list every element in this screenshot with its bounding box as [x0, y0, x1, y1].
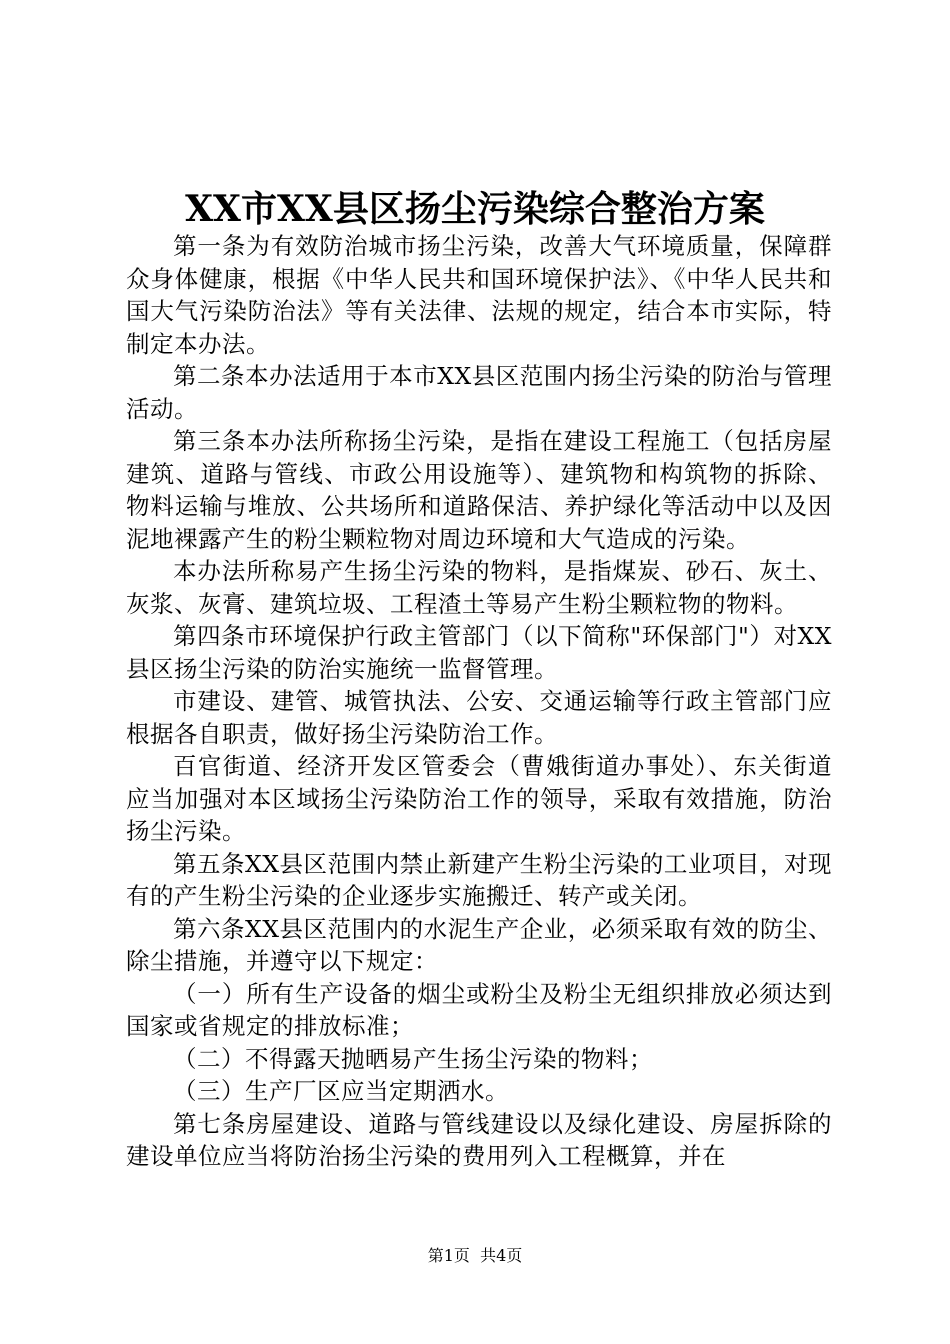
paragraph-article-4: 第四条市环境保护行政主管部门（以下简称"环保部门"）对XX县区扬尘污染的防治实施统一监督管理。 — [126, 622, 832, 683]
page-footer — [0, 1244, 950, 1268]
paragraph-article-5: 第五条XX县区范围内禁止新建产生粉尘污染的工业项目，对现有的产生粉尘污染的企业逐步实施搬迁、转产或关闭。 — [126, 849, 832, 910]
paragraph-article-6-item-1: （一）所有生产设备的烟尘或粉尘及粉尘无组织排放必须达到国家或省规定的排放标准； — [126, 979, 832, 1040]
document-title: XX市XX县区扬尘污染综合整治方案 — [185, 188, 765, 230]
paragraph-article-1: 第一条为有效防治城市扬尘污染，改善大气环境质量，保障群众身体健康，根据《中华人民共和国环境保护法》、《中华人民共和国大气污染防治法》等有关法律、法规的规定，结合本市实际，特制定本办法。 — [126, 232, 832, 358]
paragraph-article-6-item-3: （三）生产厂区应当定期洒水。 — [173, 1077, 509, 1105]
paragraph-article-4-streets: 百官街道、经济开发区管委会（曹娥街道办事处）、东关街道应当加强对本区域扬尘污染防治工作的领导，采取有效措施，防治扬尘污染。 — [126, 752, 832, 845]
paragraph-article-7: 第七条房屋建设、道路与管线建设以及绿化建设、房屋拆除的建设单位应当将防治扬尘污染的费用列入工程概算，并在 — [126, 1109, 832, 1170]
paragraph-article-4-departments: 市建设、建管、城管执法、公安、交通运输等行政主管部门应根据各自职责，做好扬尘污染防治工作。 — [126, 687, 832, 748]
page-number: 第1页 — [427, 1246, 470, 1265]
page-total: 共4页 — [480, 1246, 523, 1265]
paragraph-article-6-item-2: （二）不得露天抛晒易产生扬尘污染的物料； — [173, 1044, 653, 1073]
paragraph-article-2: 第二条本办法适用于本市XX县区范围内扬尘污染的防治与管理活动。 — [126, 362, 832, 423]
document-body — [126, 230, 832, 1173]
paragraph-article-3: 第三条本办法所称扬尘污染，是指在建设工程施工（包括房屋建筑、道路与管线、市政公用设施等）、建筑物和构筑物的拆除、物料运输与堆放、公共场所和道路保洁、养护绿化等活动中以及因泥地裸露产生的粉尘颗粒物对周边环境和大气造成的污染。 — [126, 427, 832, 553]
paragraph-article-3-materials: 本办法所称易产生扬尘污染的物料，是指煤炭、砂石、灰土、灰浆、灰膏、建筑垃圾、工程渣土等易产生粉尘颗粒物的物料。 — [126, 557, 832, 618]
paragraph-article-6: 第六条XX县区范围内的水泥生产企业，必须采取有效的防尘、除尘措施，并遵守以下规定： — [126, 914, 832, 975]
